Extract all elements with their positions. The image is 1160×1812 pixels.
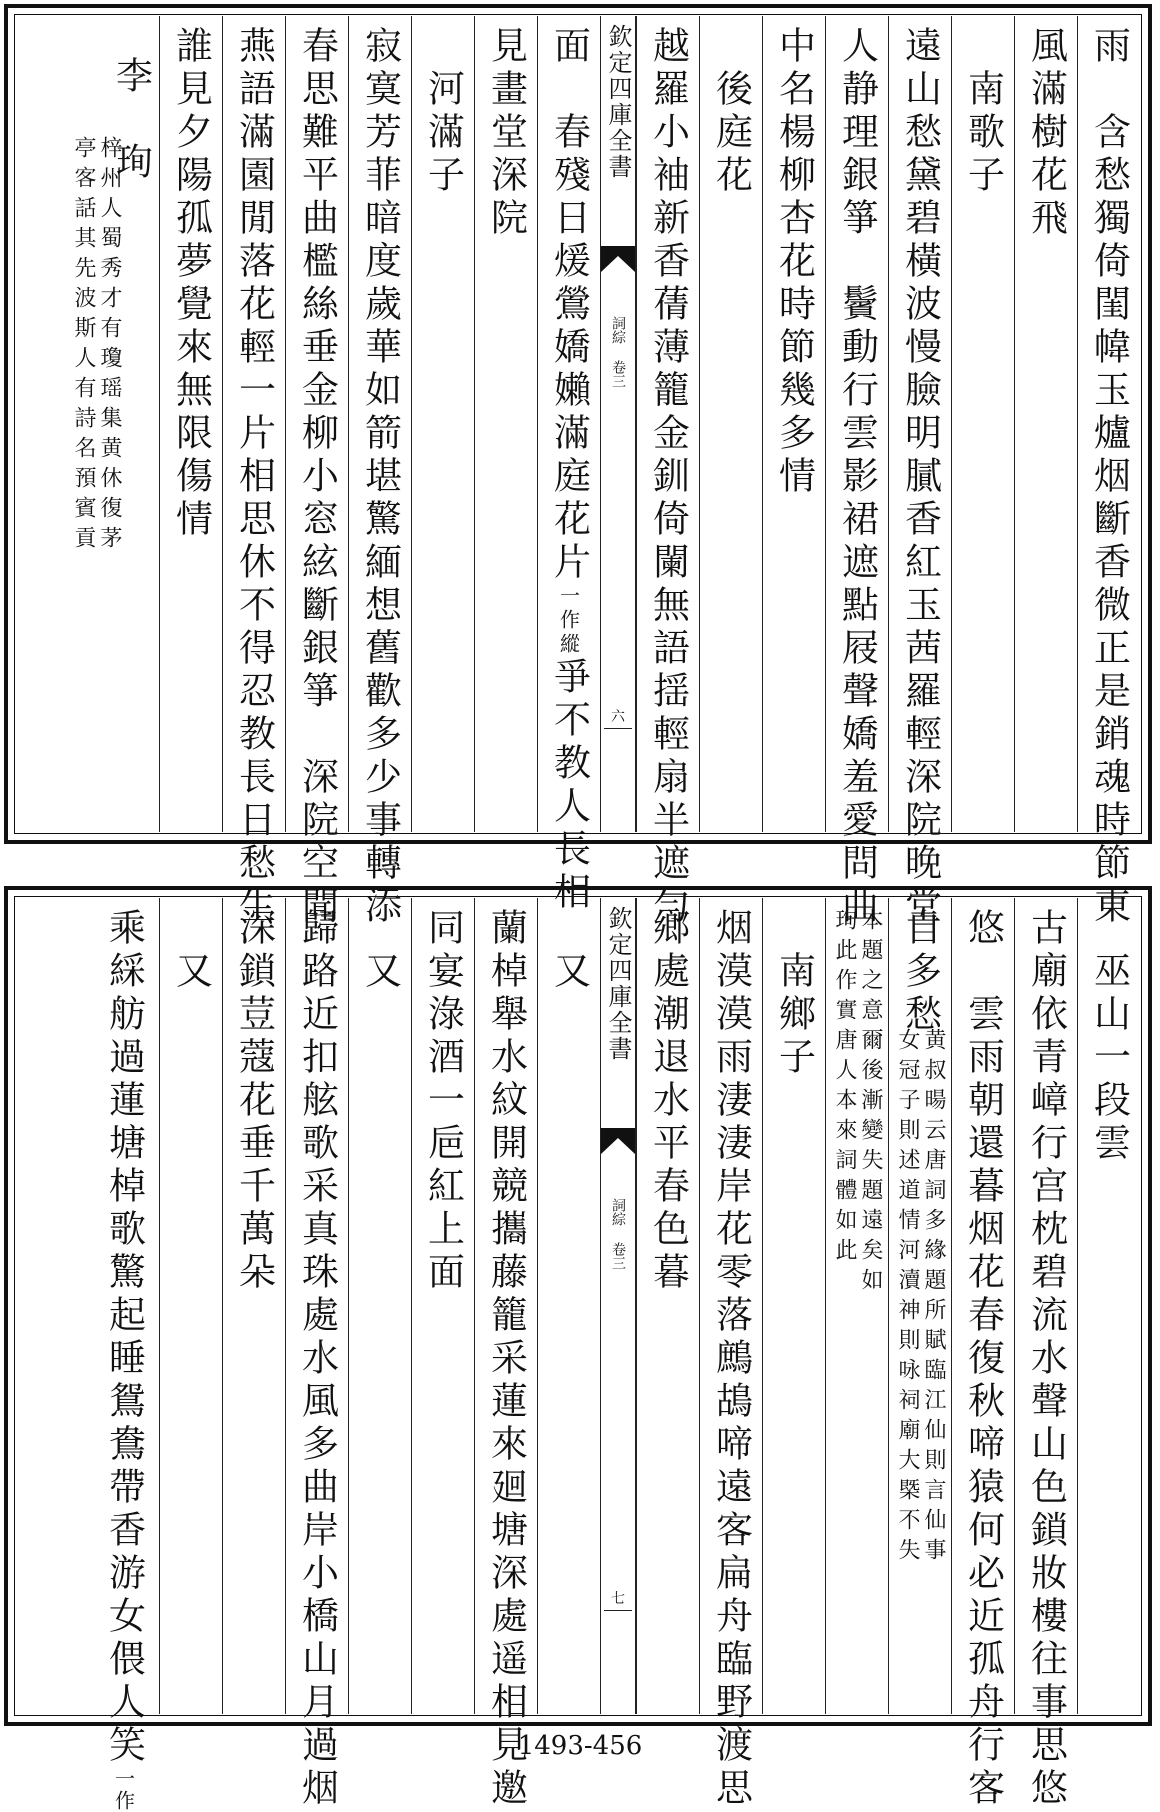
text-column (537, 16, 600, 915)
page-number: 六 (611, 709, 625, 725)
text-column (699, 16, 762, 832)
column-text: 寂寞芳菲暗度歲華如箭堪驚緬想舊歡多少事轉添 (358, 26, 402, 929)
column-text: 深鎖荳蔻花垂千萬朵 (232, 908, 276, 1295)
text-column (636, 16, 699, 929)
text-column (285, 16, 348, 929)
text-column (888, 16, 951, 929)
text-column (825, 898, 888, 1714)
tune-title: 後庭花 (709, 26, 753, 198)
text-column (951, 898, 1014, 1811)
text-column (89, 898, 159, 1812)
column-text: 遠山愁黛碧橫波慢臉明膩香紅玉茜羅輕深院晚堂 (898, 26, 942, 929)
column-text: 歸路近扣舷歌采真珠處水風多曲岸小橋山月過烟 (295, 908, 339, 1811)
column-text: 自多愁 (898, 908, 942, 1037)
banner-collection: 詞綜 卷三 (610, 1198, 626, 1270)
divider (604, 1610, 632, 1611)
text-column (69, 16, 159, 832)
text-column (411, 898, 474, 1714)
tune-title: 又 (358, 908, 402, 994)
text-column (348, 16, 411, 929)
column-text: 人静理銀箏 鬢動行雲影裙遮點屐聲嬌羞愛問曲 (835, 26, 879, 929)
text-column (825, 16, 888, 929)
column-text: 乘綵舫過蓮塘棹歌驚起睡鴛鴦帶香游女偎人笑一作 (102, 908, 146, 1812)
text-column (888, 898, 951, 1714)
banner-collection: 詞綜 卷三 (610, 316, 626, 388)
tune-title: 又 (169, 908, 213, 994)
text-column (636, 898, 699, 1714)
author-note: 梓州人蜀秀才有瓊瑶集黄休復茅 (97, 136, 122, 556)
text-column (348, 898, 411, 1714)
column-text: 燕語滿園閒落花輕一片相思休不得忍教長日愁生 (232, 26, 276, 929)
text-columns (69, 16, 1140, 929)
column-text: 烟漠漠雨淒淒岸花零落鷓鴣啼遠客扁舟臨野渡思 (709, 908, 753, 1811)
column-text: 面 春殘日煖鶯嬌嬾滿庭花片一作縱爭不教人長相 (547, 26, 591, 915)
text-column (699, 898, 762, 1811)
page-top (4, 4, 1152, 929)
tune-title: 南鄉子 (772, 908, 816, 1080)
text-column (159, 16, 222, 832)
column-text: 同宴淥酒一巵紅上面 (421, 908, 465, 1295)
fish-tail-mark-icon (601, 246, 635, 274)
text-column (474, 898, 537, 1811)
text-column (951, 16, 1014, 832)
text-column (222, 16, 285, 929)
author-note: 亭客話其先波斯人有詩名預賓貢 (71, 136, 96, 556)
text-column (411, 16, 474, 832)
text-column (762, 16, 825, 832)
banner-title: 欽定四庫全書 (604, 24, 632, 180)
text-column (1077, 16, 1140, 929)
commentary-note: 黄叔暘云唐詞多緣題所賦臨江仙則言仙事 (921, 1028, 946, 1568)
author-name: 李 珣 (109, 56, 153, 185)
column-text: 悠 雲雨朝還暮烟花春復秋啼猿何必近孤舟行客 (961, 908, 1005, 1811)
text-column (222, 898, 285, 1714)
banner-title: 欽定四庫全書 (604, 906, 632, 1062)
catalog-number: 1493-456 (517, 1731, 643, 1761)
text-column (474, 16, 537, 832)
page-number: 七 (611, 1591, 625, 1607)
tune-title: 河滿子 (421, 26, 465, 198)
text-column (1014, 898, 1077, 1811)
variant-note: 一作 (111, 1768, 136, 1812)
text-column (159, 898, 222, 1714)
fish-tail-mark-icon (601, 1128, 635, 1156)
column-text: 越羅小袖新香蒨薄籠金釧倚闌無語揺輕扇半遮勻 (646, 26, 690, 929)
variant-note: 一作縱 (556, 585, 581, 657)
tune-title: 南歌子 (961, 26, 1005, 198)
text-column (1077, 898, 1140, 1714)
divider (604, 728, 632, 729)
commentary-note: 本題之意爾後漸變失題遠矣如 (858, 908, 883, 1298)
text-column (537, 898, 600, 1714)
column-text: 古廟依青嶂行宫枕碧流水聲山色鎖妝樓往事思悠 (1024, 908, 1068, 1811)
tune-title: 又 (547, 908, 591, 994)
text-column (762, 898, 825, 1714)
text-column (285, 898, 348, 1811)
text-column (1014, 16, 1077, 832)
column-text: 誰見夕陽孤夢覺來無限傷情 (169, 26, 213, 542)
commentary-note: 珣此作實唐人本來詞體如此 (832, 908, 857, 1268)
commentary-note: 女冠子則述道情河瀆神則咏祠廟大槩不失 (895, 1028, 920, 1568)
column-text: 鄉處潮退水平春色暮 (646, 908, 690, 1295)
column-text: 中名楊柳杏花時節幾多情 (772, 26, 816, 499)
center-banner (600, 16, 636, 832)
column-text: 風滿樹花飛 (1024, 26, 1068, 241)
column-text: 見畫堂深院 (484, 26, 528, 241)
center-banner (600, 898, 636, 1714)
tune-title: 巫山一段雲 (1087, 908, 1131, 1166)
column-text: 春思難平曲檻絲垂金柳小窓絃斷銀箏 深院空聞 (295, 26, 339, 929)
column-text: 雨 含愁獨倚閨幃玉爐烟斷香微正是銷魂時節東 (1087, 26, 1131, 929)
column-text: 蘭棹舉水紋開競攜藤籠采蓮來廻塘深處遥相見邀 (484, 908, 528, 1811)
